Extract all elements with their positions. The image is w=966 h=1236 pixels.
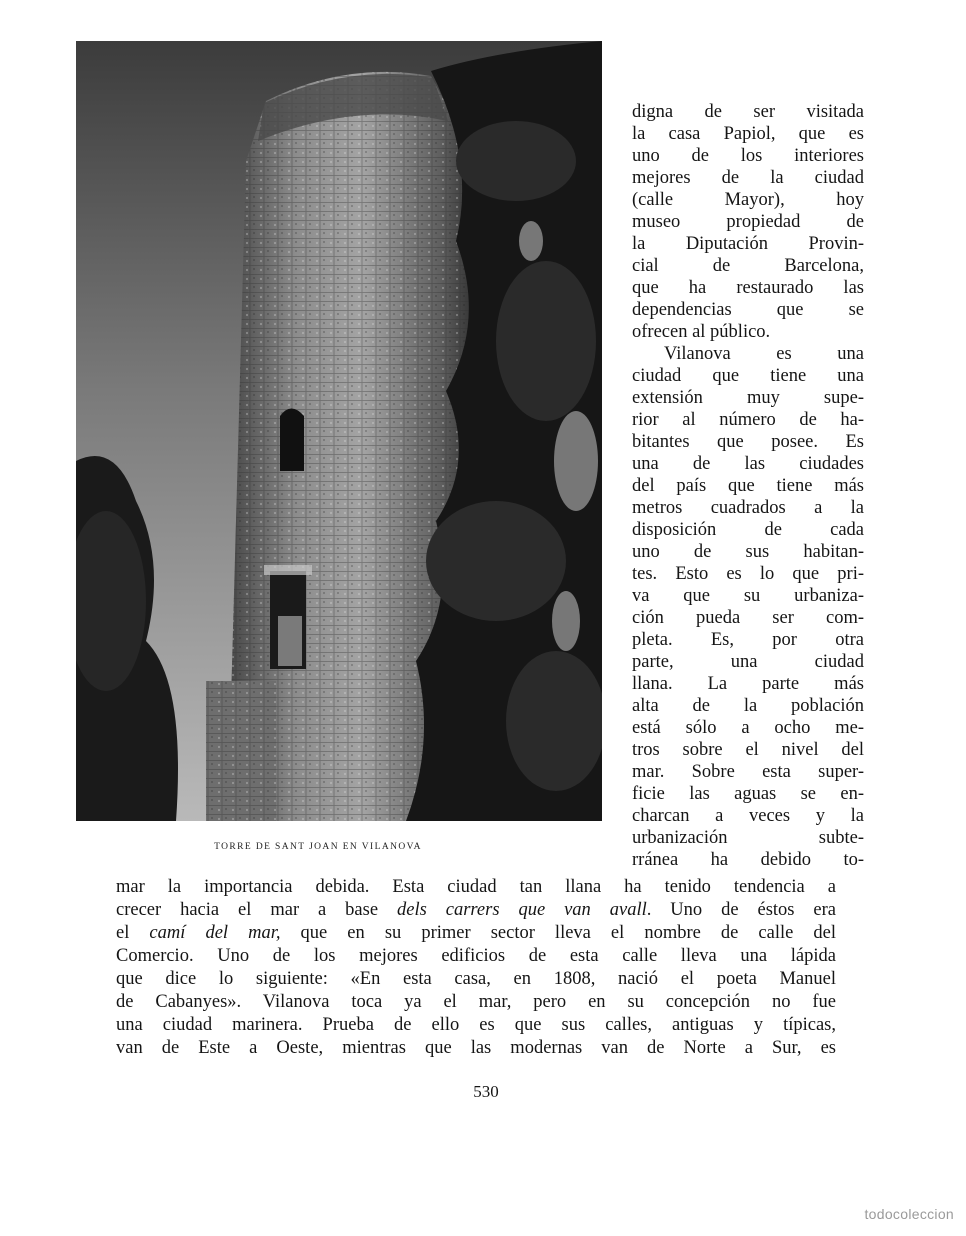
watermark: todocoleccion <box>864 1206 954 1222</box>
column-line: una de las ciudades <box>632 454 864 474</box>
column-line: ofrecen al público. <box>632 322 771 342</box>
column-line: mejores de la ciudad <box>632 168 864 188</box>
body-line <box>116 899 836 921</box>
column-line: (calle Mayor), hoy <box>632 190 864 210</box>
body-line: de Cabanyes». Vilanova toca ya el mar, pero en su concepción no fue <box>116 992 836 1012</box>
photo-caption: TORRE DE SANT JOAN EN VILANOVA <box>214 842 422 852</box>
column-line: rior al número de ha- <box>632 410 864 430</box>
column-line: alta de la población <box>632 696 864 716</box>
italic-phrase: camí del mar, <box>149 923 281 943</box>
column-line: uno de sus habitan- <box>632 542 864 562</box>
column-line: tros sobre el nivel del <box>632 740 864 760</box>
column-line: Vilanova es una <box>664 344 864 364</box>
column-line: tes. Esto es lo que pri- <box>632 564 864 584</box>
body-line <box>116 922 836 944</box>
column-line: llana. La parte más <box>632 674 864 694</box>
body-text: que en su primer sector lleva el nombre de calle del <box>280 923 836 943</box>
column-line: ciudad que tiene una <box>632 366 864 386</box>
column-line: urbanización subte- <box>632 828 864 848</box>
column-line: parte, una ciudad <box>632 652 864 672</box>
column-line: charcan a veces y la <box>632 806 864 826</box>
body-line: Comercio. Uno de los mejores edificios de esta calle lleva una lápida <box>116 946 836 966</box>
column-line: bitantes que posee. Es <box>632 432 864 452</box>
column-line: extensión muy supe- <box>632 388 864 408</box>
column-line: del país que tiene más <box>632 476 864 496</box>
body-line: mar la importancia debida. Esta ciudad tan llana ha tenido tendencia a <box>116 877 836 897</box>
column-line: está sólo a ocho me- <box>632 718 864 738</box>
page-number: 530 <box>473 1082 499 1101</box>
column-line: dependencias que se <box>632 300 864 320</box>
body-line: que dice lo siguiente: «En esta casa, en 1808, nació el poeta Manuel <box>116 969 836 989</box>
column-line: ficie las aguas se en- <box>632 784 864 804</box>
column-line: va que su urbaniza- <box>632 586 864 606</box>
column-line: rránea ha debido to- <box>632 850 864 870</box>
column-line: cial de Barcelona, <box>632 256 864 276</box>
body-text: el <box>116 923 150 943</box>
column-line: la casa Papiol, que es <box>632 124 864 144</box>
body-line: van de Este a Oeste, mientras que las modernas van de Norte a Sur, es <box>116 1038 836 1058</box>
column-line: disposición de cada <box>632 520 864 540</box>
column-line: metros cuadrados a la <box>632 498 864 518</box>
column-line: pleta. Es, por otra <box>632 630 864 650</box>
column-line: ción pueda ser com- <box>632 608 864 628</box>
italic-phrase: dels carrers que van avall <box>397 900 647 920</box>
tower-illustration <box>76 41 602 821</box>
column-line: que ha restaurado las <box>632 278 864 298</box>
column-line: digna de ser visitada <box>632 102 864 122</box>
column-line: museo propiedad de <box>632 212 864 232</box>
body-text: crecer hacia el mar a base <box>116 900 397 920</box>
body-text: . Uno de éstos era <box>646 900 836 920</box>
column-line: la Diputación Provin- <box>632 234 864 254</box>
body-line: una ciudad marinera. Prueba de ello es que sus calles, antiguas y típicas, <box>116 1015 836 1035</box>
column-line: uno de los interiores <box>632 146 864 166</box>
column-line: mar. Sobre esta super- <box>632 762 864 782</box>
tower-photo <box>76 41 602 821</box>
